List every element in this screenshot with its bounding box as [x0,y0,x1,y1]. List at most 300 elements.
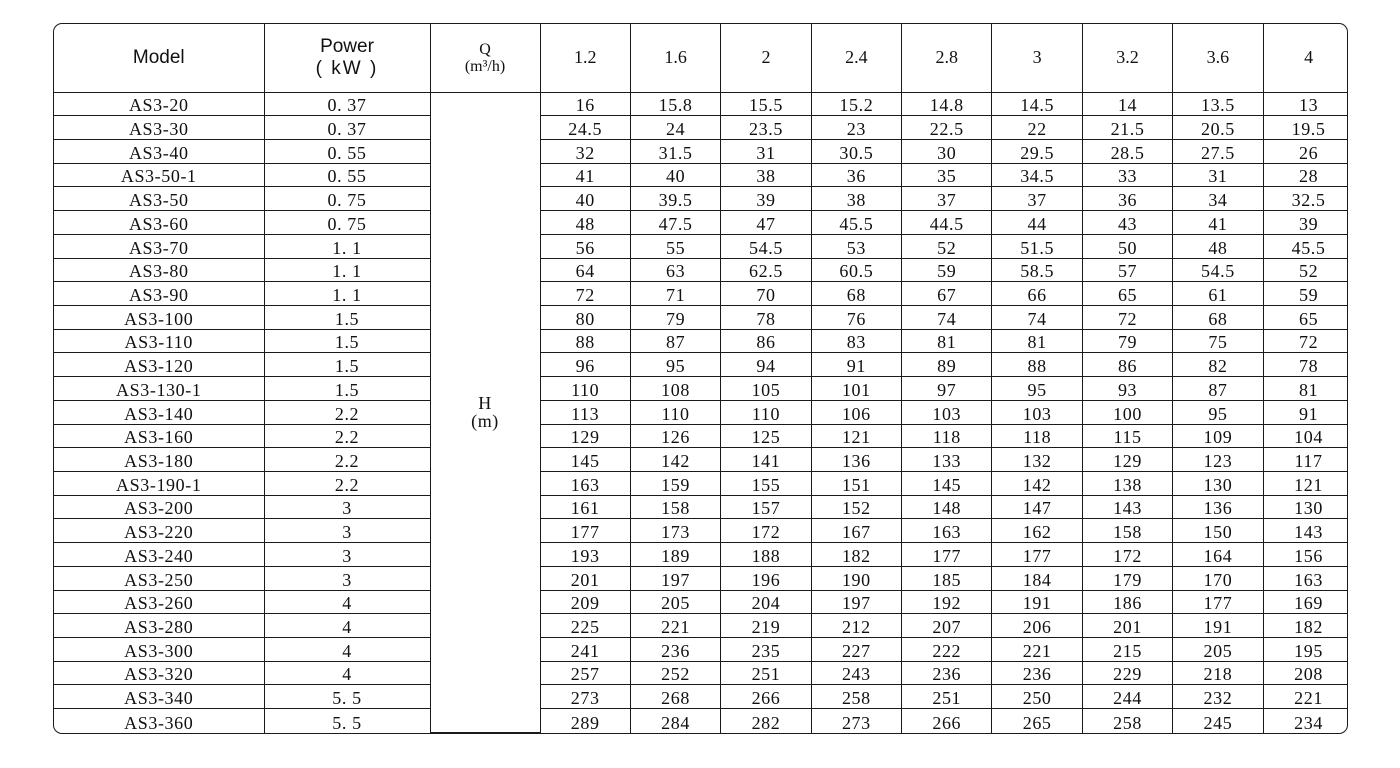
head-value-cell: 236 [630,638,720,662]
head-value-cell: 221 [630,614,720,638]
head-value-cell: 103 [902,400,992,424]
head-value-cell: 104 [1263,424,1348,448]
head-value-cell: 30 [902,139,992,163]
table-row [54,377,1348,401]
head-value-cell: 164 [1173,543,1263,567]
power-cell: 5. 5 [264,709,430,733]
head-value-cell: 34 [1173,187,1263,211]
pump-performance-table [53,23,1348,734]
head-value-cell: 130 [1263,495,1348,519]
head-value-cell: 145 [540,448,630,472]
head-value-cell: 37 [902,187,992,211]
head-value-cell: 182 [1263,614,1348,638]
head-value-cell: 30.5 [811,139,901,163]
head-value-cell: 78 [721,305,811,329]
model-cell: AS3-200 [54,495,264,519]
head-value-cell: 88 [540,329,630,353]
power-header [264,24,430,92]
head-value-cell: 197 [630,566,720,590]
head-value-cell: 58.5 [992,258,1082,282]
head-value-cell: 155 [721,472,811,496]
flow-rate-header: 3 [992,24,1082,92]
head-value-cell: 74 [902,305,992,329]
head-value-cell: 72 [1263,329,1348,353]
head-value-cell: 56 [540,234,630,258]
head-value-cell: 88 [992,353,1082,377]
head-value-cell: 44.5 [902,211,992,235]
head-value-cell: 132 [992,448,1082,472]
head-value-cell: 87 [630,329,720,353]
table-row [54,661,1348,685]
head-value-cell: 21.5 [1082,116,1172,140]
head-value-cell: 229 [1082,661,1172,685]
head-value-cell: 87 [1173,377,1263,401]
head-value-cell: 268 [630,685,720,709]
head-value-cell: 48 [540,211,630,235]
model-cell: AS3-60 [54,211,264,235]
flow-rate-header: 2.8 [902,24,992,92]
head-value-cell: 195 [1263,638,1348,662]
power-cell: 1.5 [264,353,430,377]
head-value-cell: 236 [992,661,1082,685]
head-value-cell: 190 [811,566,901,590]
head-value-cell: 23 [811,116,901,140]
head-value-cell: 72 [540,282,630,306]
model-cell: AS3-50 [54,187,264,211]
head-value-cell: 206 [992,614,1082,638]
head-value-cell: 234 [1263,709,1348,733]
head-value-cell: 45.5 [1263,234,1348,258]
head-value-cell: 142 [992,472,1082,496]
head-value-cell: 136 [1173,495,1263,519]
model-cell: AS3-70 [54,234,264,258]
head-value-cell: 163 [540,472,630,496]
head-value-cell: 54.5 [1173,258,1263,282]
table-row [54,92,1348,116]
head-value-cell: 208 [1263,661,1348,685]
head-value-cell: 232 [1173,685,1263,709]
model-cell: AS3-130-1 [54,377,264,401]
head-value-cell: 91 [811,353,901,377]
head-value-cell: 14.5 [992,92,1082,116]
head-value-cell: 227 [811,638,901,662]
power-cell: 0. 55 [264,139,430,163]
head-value-cell: 192 [902,590,992,614]
head-value-cell: 53 [811,234,901,258]
table-row [54,329,1348,353]
head-value-cell: 118 [992,424,1082,448]
table-header [54,24,1348,92]
head-value-cell: 96 [540,353,630,377]
head-value-cell: 258 [811,685,901,709]
head-value-cell: 31 [1173,163,1263,187]
table-row [54,614,1348,638]
head-value-cell: 152 [811,495,901,519]
head-value-cell: 170 [1173,566,1263,590]
power-cell: 3 [264,566,430,590]
head-value-cell: 27.5 [1173,139,1263,163]
head-value-cell: 250 [992,685,1082,709]
power-cell: 0. 55 [264,163,430,187]
head-value-cell: 38 [811,187,901,211]
head-value-cell: 191 [992,590,1082,614]
head-value-cell: 95 [1173,400,1263,424]
head-value-cell: 44 [992,211,1082,235]
head-value-cell: 59 [902,258,992,282]
head-value-cell: 67 [902,282,992,306]
head-value-cell: 162 [992,519,1082,543]
head-value-cell: 121 [811,424,901,448]
head-value-cell: 129 [540,424,630,448]
table-row [54,234,1348,258]
flow-rate-header: 1.2 [540,24,630,92]
head-value-cell: 177 [1173,590,1263,614]
head-value-cell: 13.5 [1173,92,1263,116]
head-label: H [478,392,492,413]
head-value-cell: 150 [1173,519,1263,543]
table-row [54,424,1348,448]
head-value-cell: 284 [630,709,720,733]
head-value-cell: 182 [811,543,901,567]
head-value-cell: 219 [721,614,811,638]
head-value-cell: 159 [630,472,720,496]
head-value-cell: 79 [630,305,720,329]
table-body [54,92,1348,733]
head-value-cell: 60.5 [811,258,901,282]
head-value-cell: 94 [721,353,811,377]
power-cell: 1.5 [264,377,430,401]
head-value-cell: 163 [902,519,992,543]
head-value-cell: 31 [721,139,811,163]
power-cell: 2.2 [264,424,430,448]
head-value-cell: 158 [1082,519,1172,543]
head-value-cell: 125 [721,424,811,448]
head-value-cell: 51.5 [992,234,1082,258]
flow-rate-header: 4 [1263,24,1348,92]
head-value-cell: 151 [811,472,901,496]
head-value-cell: 76 [811,305,901,329]
table-row [54,282,1348,306]
power-cell: 2.2 [264,448,430,472]
head-value-cell: 34.5 [992,163,1082,187]
table-row [54,211,1348,235]
head-value-cell: 95 [992,377,1082,401]
head-value-cell: 80 [540,305,630,329]
model-cell: AS3-250 [54,566,264,590]
head-value-cell: 22 [992,116,1082,140]
head-value-cell: 172 [721,519,811,543]
model-cell: AS3-240 [54,543,264,567]
table-row [54,638,1348,662]
head-value-cell: 81 [902,329,992,353]
head-value-cell: 244 [1082,685,1172,709]
head-value-cell: 236 [902,661,992,685]
head-value-cell: 252 [630,661,720,685]
head-value-cell: 36 [1082,187,1172,211]
model-cell: AS3-340 [54,685,264,709]
head-value-cell: 126 [630,424,720,448]
power-cell: 0. 37 [264,92,430,116]
head-value-cell: 74 [992,305,1082,329]
head-value-cell: 50 [1082,234,1172,258]
head-value-cell: 212 [811,614,901,638]
head-value-cell: 86 [1082,353,1172,377]
head-value-cell: 28.5 [1082,139,1172,163]
head-value-cell: 57 [1082,258,1172,282]
head-value-cell: 47 [721,211,811,235]
model-cell: AS3-190-1 [54,472,264,496]
power-cell: 1.5 [264,305,430,329]
head-value-cell: 189 [630,543,720,567]
head-value-cell: 265 [992,709,1082,733]
power-header-label: Power [320,35,374,57]
head-value-cell: 158 [630,495,720,519]
head-value-cell: 251 [902,685,992,709]
head-value-cell: 221 [992,638,1082,662]
head-value-cell: 55 [630,234,720,258]
head-value-cell: 15.2 [811,92,901,116]
head-value-cell: 251 [721,661,811,685]
head-value-cell: 148 [902,495,992,519]
head-value-cell: 39.5 [630,187,720,211]
head-value-cell: 191 [1173,614,1263,638]
head-value-cell: 266 [721,685,811,709]
head-value-cell: 141 [721,448,811,472]
head-value-cell: 101 [811,377,901,401]
head-value-cell: 207 [902,614,992,638]
head-value-cell: 169 [1263,590,1348,614]
head-value-cell: 173 [630,519,720,543]
head-value-cell: 81 [1263,377,1348,401]
head-value-cell: 209 [540,590,630,614]
head-value-cell: 110 [721,400,811,424]
head-value-cell: 118 [902,424,992,448]
head-value-cell: 28 [1263,163,1348,187]
head-value-cell: 163 [1263,566,1348,590]
table-row [54,353,1348,377]
head-value-cell: 45.5 [811,211,901,235]
head-value-cell: 83 [811,329,901,353]
head-value-cell: 143 [1263,519,1348,543]
head-value-cell: 243 [811,661,901,685]
head-value-cell: 47.5 [630,211,720,235]
head-value-cell: 33 [1082,163,1172,187]
table-row [54,448,1348,472]
head-value-cell: 93 [1082,377,1172,401]
head-value-cell: 218 [1173,661,1263,685]
head-value-cell: 201 [1082,614,1172,638]
head-value-cell: 225 [540,614,630,638]
head-value-cell: 215 [1082,638,1172,662]
head-value-cell: 32.5 [1263,187,1348,211]
power-cell: 3 [264,543,430,567]
head-value-cell: 110 [540,377,630,401]
head-value-cell: 41 [1173,211,1263,235]
head-value-cell: 52 [902,234,992,258]
head-value-cell: 39 [721,187,811,211]
head-value-cell: 91 [1263,400,1348,424]
power-cell: 1. 1 [264,258,430,282]
head-value-cell: 68 [811,282,901,306]
head-value-cell: 24 [630,116,720,140]
head-value-cell: 266 [902,709,992,733]
head-value-cell: 13 [1263,92,1348,116]
head-value-cell: 188 [721,543,811,567]
flow-rate-header: 2.4 [811,24,901,92]
power-cell: 4 [264,661,430,685]
head-value-cell: 41 [540,163,630,187]
table-row [54,187,1348,211]
head-value-cell: 108 [630,377,720,401]
head-value-cell: 81 [992,329,1082,353]
head-value-cell: 258 [1082,709,1172,733]
flow-header [430,24,540,92]
model-cell: AS3-320 [54,661,264,685]
head-value-cell: 62.5 [721,258,811,282]
model-cell: AS3-90 [54,282,264,306]
head-value-cell: 143 [1082,495,1172,519]
head-value-cell: 24.5 [540,116,630,140]
head-value-cell: 32 [540,139,630,163]
power-cell: 3 [264,519,430,543]
head-value-cell: 54.5 [721,234,811,258]
head-value-cell: 19.5 [1263,116,1348,140]
head-value-cell: 221 [1263,685,1348,709]
head-value-cell: 156 [1263,543,1348,567]
table-row [54,472,1348,496]
power-cell: 0. 75 [264,211,430,235]
head-value-cell: 43 [1082,211,1172,235]
head-value-cell: 22.5 [902,116,992,140]
model-cell: AS3-40 [54,139,264,163]
head-value-cell: 103 [992,400,1082,424]
head-value-cell: 82 [1173,353,1263,377]
head-value-cell: 29.5 [992,139,1082,163]
table-row [54,709,1348,733]
model-cell: AS3-220 [54,519,264,543]
head-value-cell: 59 [1263,282,1348,306]
model-header [54,24,264,92]
head-value-cell: 179 [1082,566,1172,590]
head-value-cell: 106 [811,400,901,424]
head-value-cell: 105 [721,377,811,401]
head-value-cell: 89 [902,353,992,377]
head-value-cell: 196 [721,566,811,590]
head-value-cell: 201 [540,566,630,590]
head-value-cell: 86 [721,329,811,353]
head-value-cell: 186 [1082,590,1172,614]
head-value-cell: 147 [992,495,1082,519]
head-value-cell: 205 [1173,638,1263,662]
head-value-cell: 14.8 [902,92,992,116]
head-value-cell: 75 [1173,329,1263,353]
head-value-cell: 184 [992,566,1082,590]
table-row [54,139,1348,163]
power-cell: 4 [264,638,430,662]
head-value-cell: 52 [1263,258,1348,282]
head-value-cell: 257 [540,661,630,685]
head-value-cell: 197 [811,590,901,614]
spec-table [54,24,1348,733]
head-value-cell: 172 [1082,543,1172,567]
table-row [54,305,1348,329]
head-value-cell: 273 [811,709,901,733]
head-value-cell: 117 [1263,448,1348,472]
head-value-cell: 167 [811,519,901,543]
head-value-cell: 15.5 [721,92,811,116]
model-cell: AS3-260 [54,590,264,614]
head-value-cell: 31.5 [630,139,720,163]
power-cell: 0. 75 [264,187,430,211]
power-cell: 3 [264,495,430,519]
flow-rate-header: 3.2 [1082,24,1172,92]
table-row [54,590,1348,614]
head-value-cell: 157 [721,495,811,519]
head-value-cell: 23.5 [721,116,811,140]
table-row [54,495,1348,519]
model-cell: AS3-50-1 [54,163,264,187]
head-value-cell: 235 [721,638,811,662]
power-cell: 5. 5 [264,685,430,709]
head-value-cell: 71 [630,282,720,306]
head-value-cell: 16 [540,92,630,116]
head-value-cell: 204 [721,590,811,614]
model-cell: AS3-160 [54,424,264,448]
power-cell: 2.2 [264,400,430,424]
table-row [54,400,1348,424]
model-cell: AS3-300 [54,638,264,662]
head-value-cell: 142 [630,448,720,472]
head-unit: (m) [471,410,499,431]
head-value-cell: 72 [1082,305,1172,329]
head-value-cell: 115 [1082,424,1172,448]
head-value-cell: 66 [992,282,1082,306]
head-value-cell: 14 [1082,92,1172,116]
table-row [54,566,1348,590]
head-value-cell: 65 [1082,282,1172,306]
head-value-cell: 63 [630,258,720,282]
flow-header-label: Q [479,40,491,58]
model-cell: AS3-80 [54,258,264,282]
header-row [54,24,1348,92]
head-value-cell: 39 [1263,211,1348,235]
flow-rate-header: 1.6 [630,24,720,92]
head-value-cell: 40 [630,163,720,187]
power-cell: 4 [264,590,430,614]
head-value-cell: 35 [902,163,992,187]
head-value-cell: 205 [630,590,720,614]
head-value-cell: 145 [902,472,992,496]
head-value-cell: 68 [1173,305,1263,329]
power-cell: 2.2 [264,472,430,496]
head-value-cell: 48 [1173,234,1263,258]
table-row [54,116,1348,140]
head-label-cell [430,92,540,733]
head-value-cell: 121 [1263,472,1348,496]
head-value-cell: 26 [1263,139,1348,163]
model-cell: AS3-20 [54,92,264,116]
head-value-cell: 177 [540,519,630,543]
head-value-cell: 222 [902,638,992,662]
head-value-cell: 273 [540,685,630,709]
flow-rate-header: 2 [721,24,811,92]
head-value-cell: 100 [1082,400,1172,424]
power-cell: 0. 37 [264,116,430,140]
power-header-unit: ( kW ) [315,57,379,79]
head-value-cell: 36 [811,163,901,187]
head-value-cell: 95 [630,353,720,377]
power-cell: 4 [264,614,430,638]
